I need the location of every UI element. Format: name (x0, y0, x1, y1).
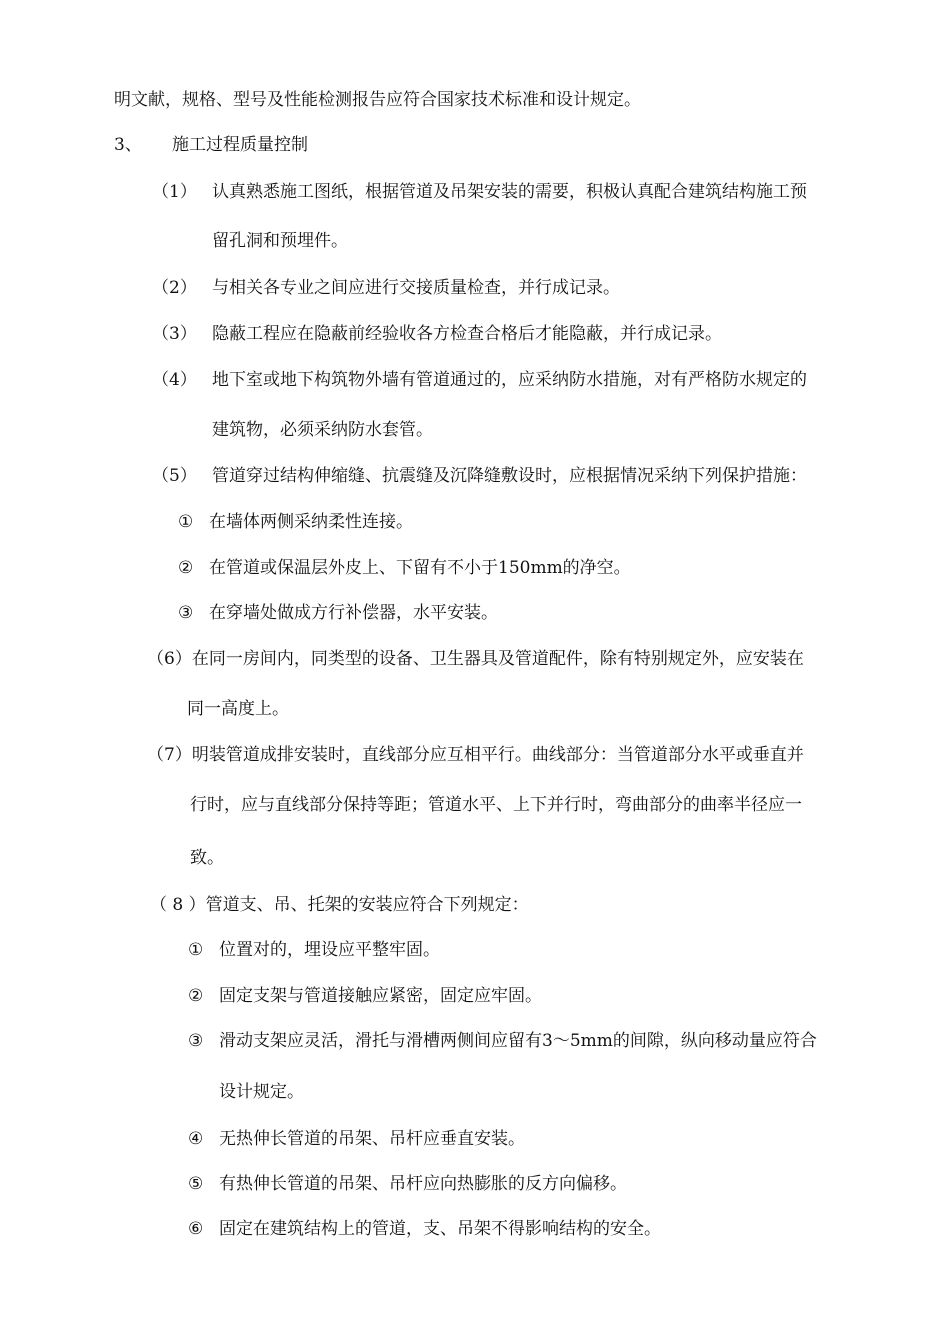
item-6-line-2: 同一高度上。 (187, 699, 289, 719)
item-1-line-2: 留孔洞和预埋件。 (212, 231, 348, 251)
item-7-line-2: 行时，应与直线部分保持等距；管道水平、上下并行时，弯曲部分的曲率半径应一 (190, 795, 802, 815)
item-2-marker: （2） (152, 278, 197, 298)
item-1-line-1: 认真熟悉施工图纸，根据管道及吊架安装的需要，积极认真配合建筑结构施工预 (212, 182, 807, 202)
item-8-sub-6-text: 固定在建筑结构上的管道，支、吊架不得影响结构的安全。 (219, 1219, 661, 1239)
paragraph-continuation: 明文献，规格、型号及性能检测报告应符合国家技术标准和设计规定。 (114, 90, 641, 110)
item-5-marker: （5） (152, 466, 197, 486)
item-8-sub-3-marker: ③ (188, 1031, 204, 1051)
section-title: 施工过程质量控制 (172, 135, 308, 155)
item-5-sub-1-text: 在墙体两侧采纳柔性连接。 (209, 512, 413, 532)
item-8-sub-4-text: 无热伸长管道的吊架、吊杆应垂直安装。 (219, 1129, 525, 1149)
item-5-line-1: 管道穿过结构伸缩缝、抗震缝及沉降缝敷设时，应根据情况采纳下列保护措施： (212, 466, 807, 486)
item-8-sub-2-text: 固定支架与管道接触应紧密，固定应牢固。 (219, 986, 542, 1006)
item-5-sub-1-marker: ① (178, 512, 194, 532)
item-8-sub-1-marker: ① (188, 940, 204, 960)
item-8-line-1: （ 8 ）管道支、吊、托架的安装应符合下列规定： (150, 895, 529, 915)
item-5-sub-2-marker: ② (178, 558, 194, 578)
item-6-line-1: （6）在同一房间内，同类型的设备、卫生器具及管道配件，除有特别规定外，应安装在 (147, 649, 804, 669)
item-3-line-1: 隐蔽工程应在隐蔽前经验收各方检查合格后才能隐蔽，并行成记录。 (212, 324, 722, 344)
item-8-sub-5-marker: ⑤ (188, 1174, 204, 1194)
item-8-sub-5-text: 有热伸长管道的吊架、吊杆应向热膨胀的反方向偏移。 (219, 1174, 627, 1194)
item-7-line-1: （7）明装管道成排安装时，直线部分应互相平行。曲线部分：当管道部分水平或垂直并 (147, 745, 804, 765)
item-7-line-3: 致。 (190, 848, 224, 868)
item-8-sub-2-marker: ② (188, 986, 204, 1006)
item-2-line-1: 与相关各专业之间应进行交接质量检查，并行成记录。 (212, 278, 620, 298)
item-4-marker: （4） (152, 370, 197, 390)
item-5-sub-2-text: 在管道或保温层外皮上、下留有不小于150mm的净空。 (209, 558, 631, 578)
section-number: 3、 (114, 135, 142, 155)
item-1-marker: （1） (152, 182, 197, 202)
item-8-sub-3-continuation: 设计规定。 (219, 1082, 304, 1102)
item-8-sub-6-marker: ⑥ (188, 1219, 204, 1239)
item-5-sub-3-text: 在穿墙处做成方行补偿器，水平安装。 (209, 603, 498, 623)
item-8-sub-4-marker: ④ (188, 1129, 204, 1149)
item-4-line-1: 地下室或地下构筑物外墙有管道通过的，应采纳防水措施，对有严格防水规定的 (212, 370, 807, 390)
item-8-sub-3-text: 滑动支架应灵活，滑托与滑槽两侧间应留有3～5mm的间隙，纵向移动量应符合 (219, 1031, 817, 1051)
item-8-sub-1-text: 位置对的，埋设应平整牢固。 (219, 940, 440, 960)
item-3-marker: （3） (152, 324, 197, 344)
item-4-line-2: 建筑物，必须采纳防水套管。 (212, 420, 433, 440)
item-5-sub-3-marker: ③ (178, 603, 194, 623)
